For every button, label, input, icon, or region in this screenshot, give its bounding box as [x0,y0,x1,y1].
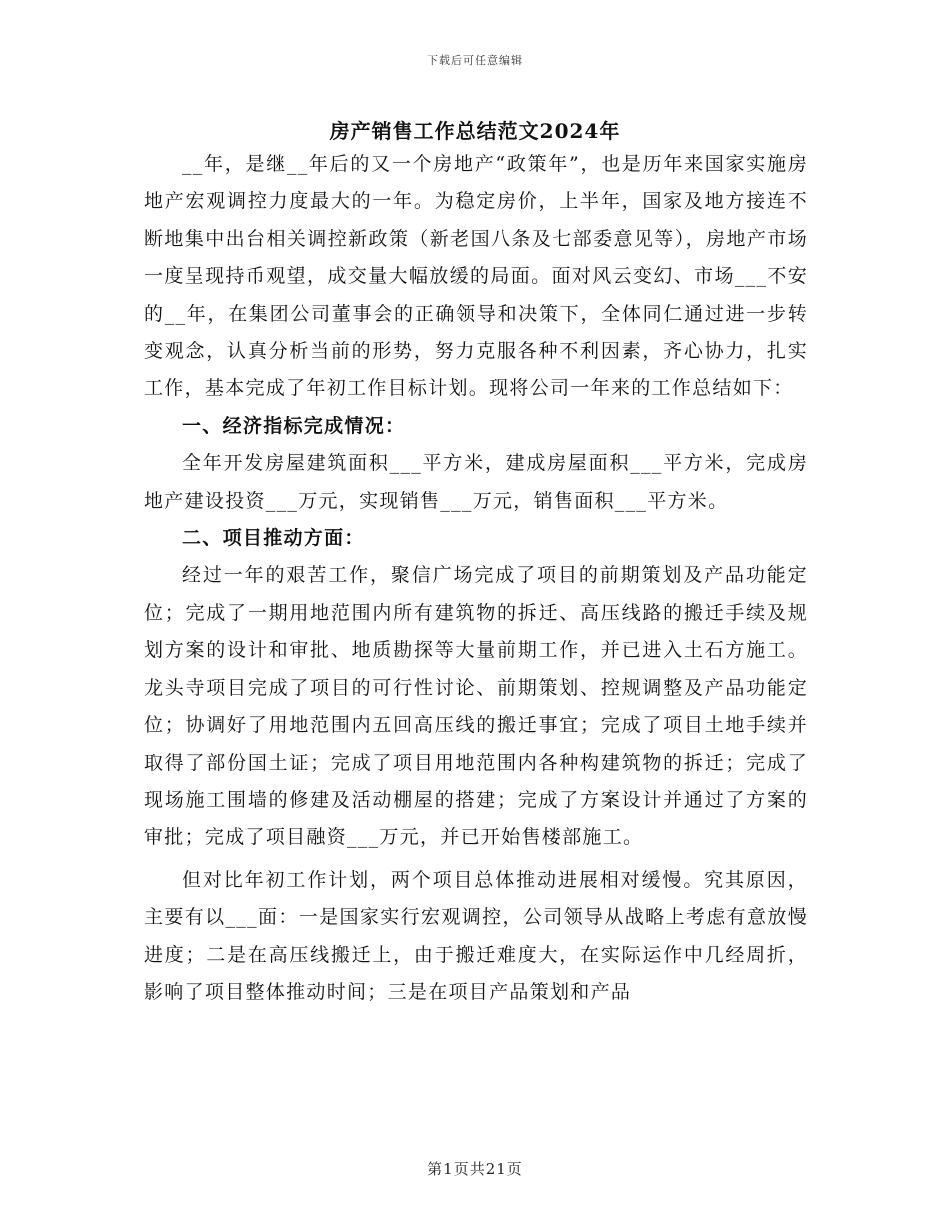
document-body [144,146,808,1011]
document-title: 房产销售工作总结范文2024年 [329,119,621,143]
section-heading-economic-indicators: 一、经济指标完成情况： [182,414,406,437]
paragraph-intro: __年，是继__年后的又一个房地产“政策年”，也是历年来国家实施房地产宏观调控力度最大的一年。为稳定房价，上半年，国家及地方接连不断地集中出台相关调控新政策（新老国八条及七部委意见等），房地产市场一度呈现持币观望，成交量大幅放缓的局面。面对风云变幻、市场___不安的__年，在集团公司董事会的正确领导和决策下，全体同仁通过进一步转变观念，认真分析当前的形势，努力克服各种不利因素，齐心协力，扎实工作，基本完成了年初工作目标计划。现将公司一年来的工作总结如下： [144,153,808,400]
paragraph-project-progress: 经过一年的艰苦工作，聚信广场完成了项目的前期策划及产品功能定位；完成了一期用地范围内所有建筑物的拆迁、高压线路的搬迁手续及规划方案的设计和审批、地质勘探等大量前期工作，并已进入土石方施工。龙头寺项目完成了项目的可行性讨论、前期策划、控规调整及产品功能定位；协调好了用地范围内五回高压线的搬迁事宜；完成了项目土地手续并取得了部份国土证；完成了项目用地范围内各种构建筑物的拆迁；完成了现场施工围墙的修建及活动棚屋的搭建；完成了方案设计并通过了方案的审批；完成了项目融资___万元，并已开始售楼部施工。 [144,564,808,849]
page-number: 第1页共21页 [427,1160,523,1178]
paragraph-economic-indicators: 全年开发房屋建筑面积___平方米，建成房屋面积___平方米，完成房地产建设投资___万元，实现销售___万元，销售面积___平方米。 [144,452,808,512]
header-note: 下载后可任意编辑 [427,54,523,67]
paragraph-progress-analysis: 但对比年初工作计划，两个项目总体推动进展相对缓慢。究其原因，主要有以___面：一是国家实行宏观调控，公司领导从战略上考虑有意放慢进度；二是在高压线搬迁上，由于搬迁难度大，在实际运作中几经周折，影响了项目整体推动时间；三是在项目产品策划和产品 [144,868,808,1003]
section-heading-project-progress: 二、项目推动方面： [182,527,365,550]
